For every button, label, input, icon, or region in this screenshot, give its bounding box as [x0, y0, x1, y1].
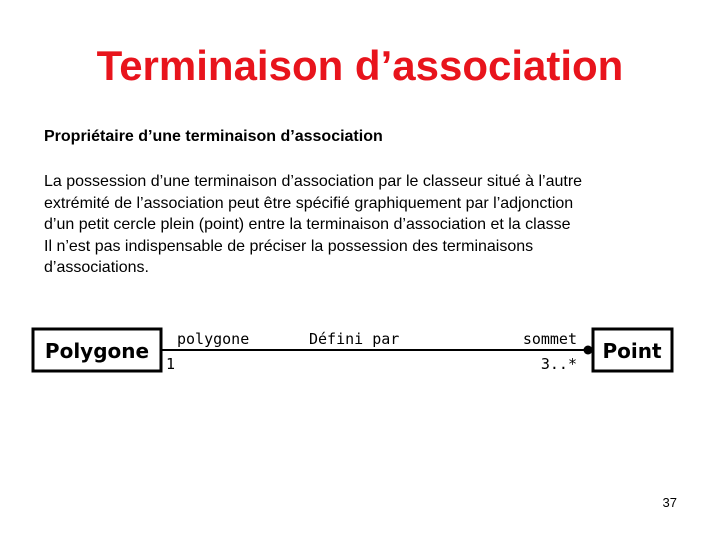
class-name-polygone: Polygone — [44, 339, 150, 363]
right-multiplicity-label: 3..* — [540, 355, 577, 373]
right-role-label: sommet — [522, 330, 577, 348]
left-multiplicity-label: 1 — [166, 355, 176, 373]
association-name-label: Défini par — [309, 330, 400, 348]
body-paragraph — [44, 171, 694, 279]
body-line: extrémité de l’association peut être spécifié graphiquement par l’adjonction — [44, 194, 574, 212]
body-line: Il n’est pas indispensable de préciser la possession des terminaisons — [44, 237, 534, 255]
page-number: 37 — [662, 495, 677, 510]
body-line: d’un petit cercle plein (point) entre la terminaison d’association et la classe — [44, 216, 571, 233]
body-line: d’associations. — [44, 259, 149, 276]
class-name-point: Point — [602, 339, 662, 363]
left-role-label: polygone — [177, 330, 250, 348]
ownership-dot-icon — [584, 346, 593, 355]
slide-subtitle: Propriétaire d’une terminaison d’association — [44, 128, 383, 145]
body-line: La possession d’une terminaison d’association par le classeur situé à l’autre — [44, 173, 583, 190]
uml-association-diagram — [30, 323, 680, 379]
slide-title: Terminaison d’association — [96, 42, 624, 89]
